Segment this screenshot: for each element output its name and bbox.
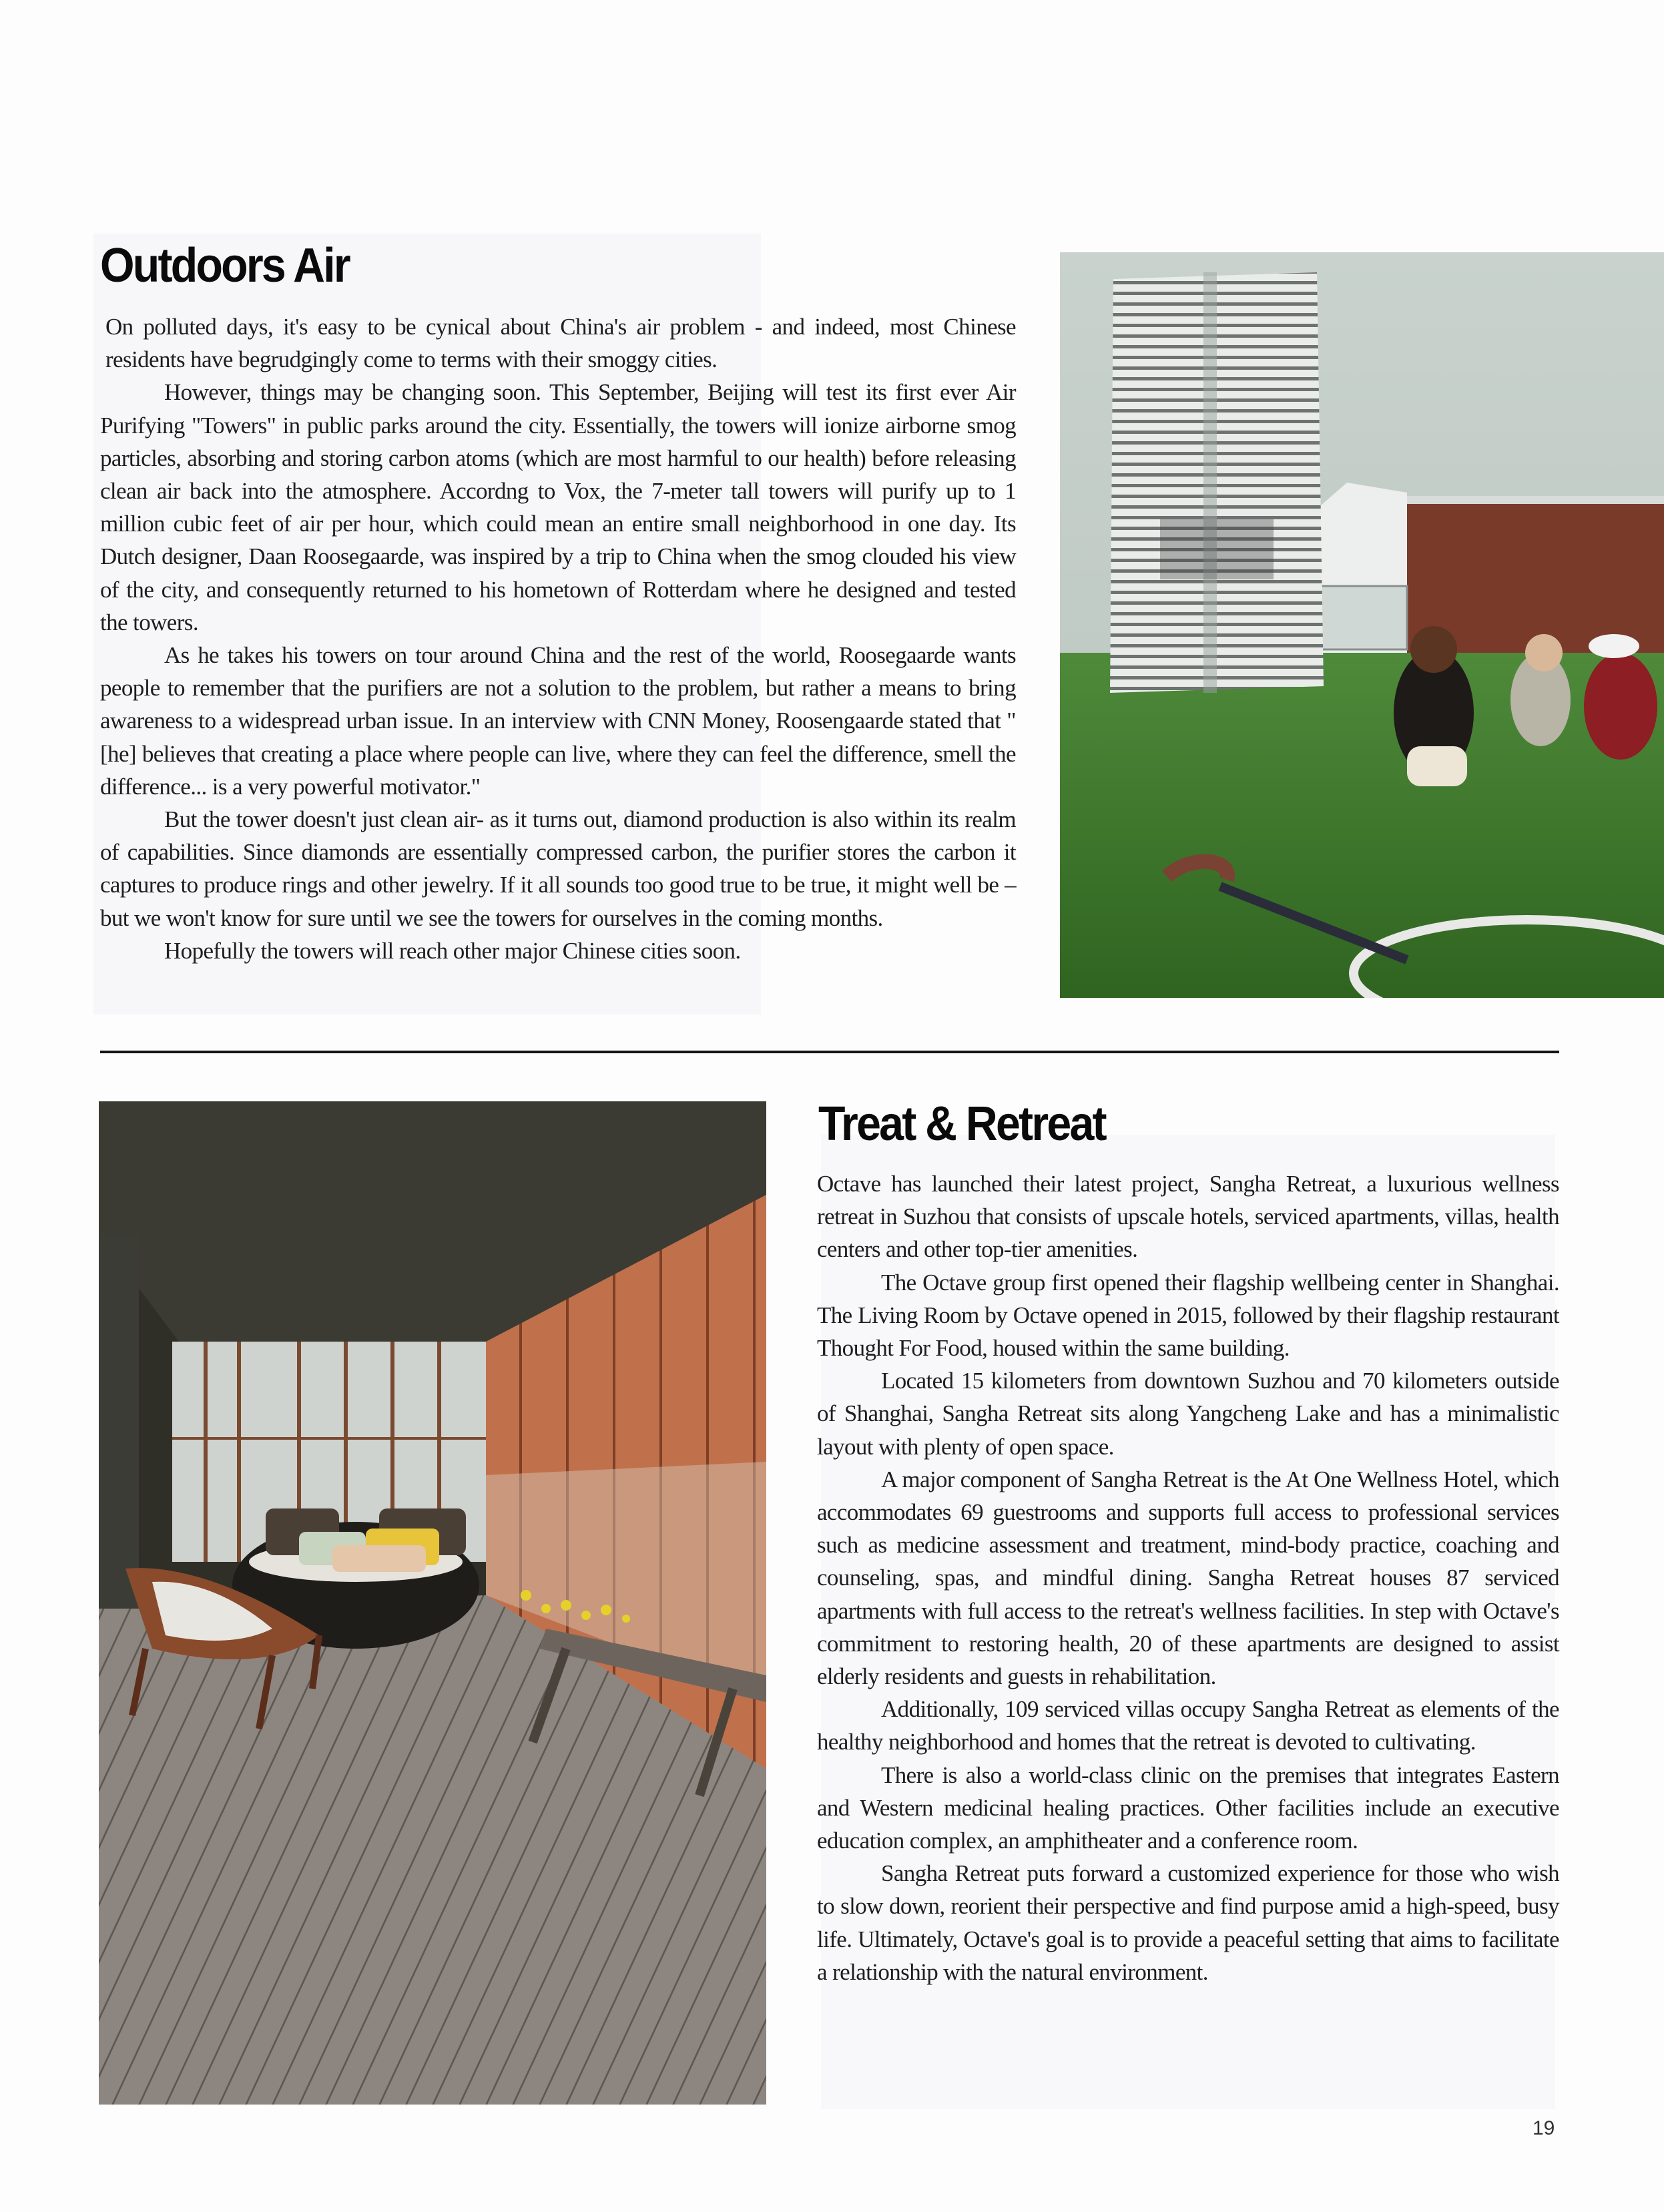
paragraph: But the tower doesn't just clean air- as it turns out, diamond production is also within its realm of capabilities. Since diamonds are essentially compressed carbon, the purifier stores the carbon it captures to produce rings and other jewelry. If it all sounds too good true to be true, it might well be – but we won't know for sure until we see the towers for ourselves in the coming months.: [100, 806, 1016, 931]
paragraph: Octave has launched their latest project, Sangha Retreat, a luxurious wellness retreat in Suzhou that consists of upscale hotels, serviced apartments, villas, health centers and other top-tier amenities.: [817, 1171, 1559, 1263]
article-body: [100, 310, 1016, 967]
air-purifying-tower: [1110, 272, 1324, 693]
paragraph: Hopefully the towers will reach other major Chinese cities soon.: [164, 937, 741, 964]
paragraph: As he takes his towers on tour around China and the rest of the world, Roosegaarde wants people to remember that the purifiers are not a solution to the problem, but rather a means to bring awareness to a widespread urban issue. In an interview with CNN Money, Roosengaarde stated that "[he] believes that creating a place where people can live, where they can feel the difference, smell the difference... is a very powerful motivator.": [100, 642, 1016, 800]
paragraph: Sangha Retreat puts forward a customized experience for those who wish to slow down, reorient their perspective and find purpose amid a high-speed, busy life. Ultimately, Octave's goal is to provide a peaceful setting that aims to facilitate a relationship with the natural environment.: [817, 1860, 1559, 1985]
paragraph: The Octave group first opened their flagship wellbeing center in Shanghai. The Living Room by Octave opened in 2015, followed by their flagship restaurant Thought For Food, housed within the same building.: [817, 1269, 1559, 1362]
smog-free-tower-photo: [1060, 252, 1664, 998]
paragraph: On polluted days, it's easy to be cynical about China's air problem - and indeed, most Chinese residents have begrudgingly come to terms with their smoggy cities.: [105, 314, 1016, 373]
paragraph: There is also a world-class clinic on the premises that integrates Eastern and Western medicinal healing practices. Other facilities include an executive education complex, an amphitheater and a conference room.: [817, 1761, 1559, 1854]
balcony-photo-illustration: [99, 1101, 766, 2105]
article-title: Outdoors Air: [100, 239, 349, 292]
paragraph: However, things may be changing soon. This September, Beijing will test its first ever Air Purifying "Towers" in public parks around the city. Essentially, the towers will ionize airborne smog particles, absorbing and storing carbon atoms (which are most harmful to our health) before releasing clean air back into the atmosphere. Accordng to Vox, the 7-meter tall towers will purify up to 1 million cubic feet of air per hour, which could mean an entire small neighborhood in one day. Its Dutch designer, Daan Roosegaarde, was inspired by a trip to China when the smog clouded his view of the city, and consequently returned to his hometown of Rotterdam where he designed and tested the towers.: [100, 379, 1016, 635]
article-body: [817, 1167, 1559, 1988]
paragraph: Located 15 kilometers from downtown Suzhou and 70 kilometers outside of Shanghai, Sangha Retreat sits along Yangcheng Lake and has a minimalistic layout with plenty of open space.: [817, 1368, 1559, 1460]
paragraph: Additionally, 109 serviced villas occupy Sangha Retreat as elements of the healthy neighborhood and homes that the retreat is devoted to cultivating.: [817, 1696, 1559, 1755]
page-number: 19: [1533, 2117, 1555, 2139]
paragraph: A major component of Sangha Retreat is the At One Wellness Hotel, which accommodates 69 guestrooms and supports full access to professional services such as medicine assessment and treatment, mind-body practice, coaching and counseling, spas, and mindful dining. Sangha Retreat houses 87 serviced apartments with full access to the retreat's wellness facilities. In step with Octave's commitment to restoring health, 20 of these apartments are designed to assist elderly residents and guests in rehabilitation.: [817, 1466, 1559, 1690]
balcony-lounge-photo: [99, 1101, 766, 2105]
article-title: Treat & Retreat: [818, 1097, 1105, 1151]
section-divider: [100, 1051, 1559, 1053]
tower-photo-illustration: [1060, 252, 1664, 998]
